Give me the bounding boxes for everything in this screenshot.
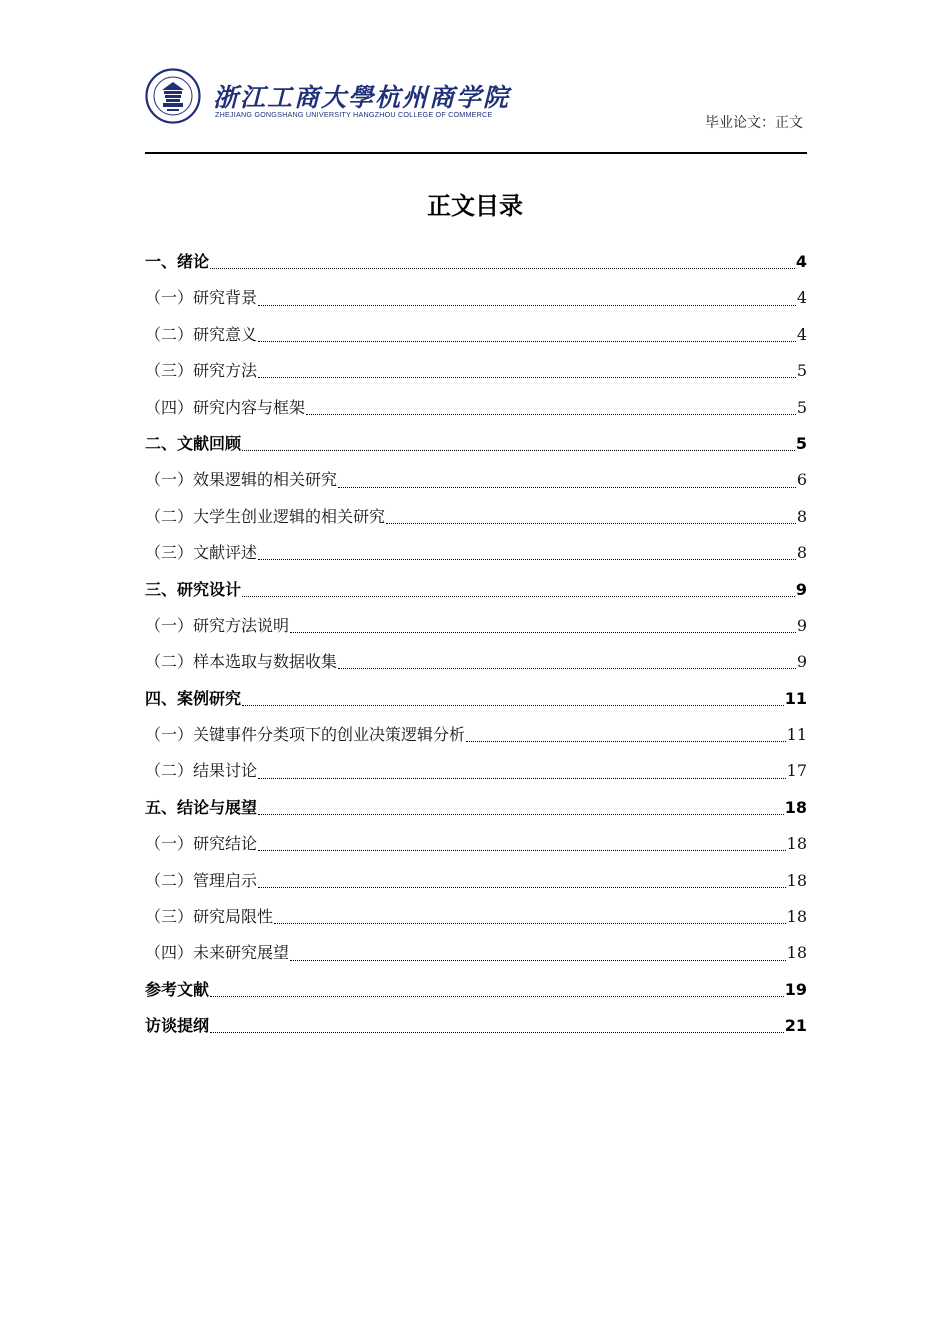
table-of-contents (145, 244, 807, 1045)
toc-leader-dots (274, 922, 786, 924)
university-logo-english: ZHEJIANG GONGSHANG UNIVERSITY HANGZHOU COLLEGE OF COMMERCE (215, 110, 493, 119)
toc-page-number: 18 (786, 834, 807, 854)
toc-leader-dots (242, 595, 795, 597)
toc-leader-dots (258, 376, 796, 378)
toc-leader-dots (242, 704, 784, 706)
toc-entry[interactable] (145, 899, 807, 935)
toc-leader-dots (386, 522, 796, 524)
toc-page-number: 9 (795, 579, 807, 599)
toc-page-number: 4 (796, 288, 807, 308)
toc-entry-title: （二）大学生创业逻辑的相关研究 (145, 506, 386, 526)
toc-leader-dots (258, 849, 786, 851)
toc-entry-title: （三）研究方法 (145, 361, 258, 381)
toc-page-number: 18 (784, 797, 807, 817)
toc-page-number: 4 (795, 252, 807, 271)
toc-leader-dots (258, 558, 796, 560)
toc-entry[interactable] (145, 681, 807, 717)
toc-leader-dots (258, 340, 796, 342)
toc-page-number: 4 (796, 324, 807, 344)
toc-entry-title: （一）关键事件分类项下的创业决策逻辑分析 (145, 725, 466, 745)
toc-entry-title: 参考文献 (145, 979, 210, 999)
toc-entry[interactable] (145, 280, 807, 316)
toc-entry[interactable] (145, 972, 807, 1008)
toc-entry[interactable] (145, 244, 807, 280)
toc-entry-title: （二）管理启示 (145, 870, 258, 890)
toc-page-number: 5 (796, 397, 807, 417)
toc-page-number: 18 (786, 907, 807, 927)
toc-entry[interactable] (145, 390, 807, 426)
toc-leader-dots (210, 995, 784, 997)
toc-entry[interactable] (145, 753, 807, 789)
toc-entry-title: 四、案例研究 (145, 688, 242, 708)
header-section-label: 毕业论文：正文 (705, 115, 803, 131)
toc-page-number: 6 (796, 470, 807, 490)
toc-entry-title: （一）研究方法说明 (145, 615, 290, 635)
toc-entry-title: （一）研究结论 (145, 834, 258, 854)
toc-entry-title: 三、研究设计 (145, 579, 242, 599)
toc-entry[interactable] (145, 935, 807, 971)
toc-entry-title: （三）研究局限性 (145, 907, 274, 927)
toc-page-number: 18 (786, 870, 807, 890)
toc-page-number: 19 (784, 979, 807, 999)
toc-entry[interactable] (145, 608, 807, 644)
university-seal-icon (145, 68, 201, 124)
toc-entry-title: （二）样本选取与数据收集 (145, 652, 338, 672)
toc-leader-dots (210, 1031, 784, 1033)
toc-entry-title: 五、结论与展望 (145, 797, 258, 817)
toc-entry[interactable] (145, 717, 807, 753)
toc-entry[interactable] (145, 572, 807, 608)
page-header (145, 62, 807, 154)
toc-entry-title: （三）文献评述 (145, 543, 258, 563)
toc-leader-dots (306, 413, 796, 415)
toc-page-number: 17 (786, 761, 807, 781)
toc-entry[interactable] (145, 644, 807, 680)
toc-leader-dots (258, 813, 784, 815)
toc-page-number: 11 (786, 725, 807, 745)
toc-entry-title: （一）效果逻辑的相关研究 (145, 470, 338, 490)
toc-entry[interactable] (145, 1008, 807, 1044)
toc-entry[interactable] (145, 462, 807, 498)
toc-entry[interactable] (145, 863, 807, 899)
toc-entry-title: 一、绪论 (145, 252, 210, 271)
toc-leader-dots (290, 631, 796, 633)
toc-page-number: 18 (786, 943, 807, 963)
toc-leader-dots (258, 304, 796, 306)
toc-leader-dots (338, 486, 796, 488)
toc-entry-title: （四）研究内容与框架 (145, 397, 306, 417)
toc-entry[interactable] (145, 499, 807, 535)
toc-entry-title: （四）未来研究展望 (145, 943, 290, 963)
toc-entry[interactable] (145, 353, 807, 389)
toc-entry[interactable] (145, 790, 807, 826)
toc-leader-dots (290, 959, 786, 961)
toc-leader-dots (210, 267, 795, 269)
toc-page-number: 8 (796, 506, 807, 526)
toc-page-number: 8 (796, 543, 807, 563)
toc-page-number: 5 (795, 433, 807, 453)
toc-entry[interactable] (145, 317, 807, 353)
toc-page-number: 9 (796, 652, 807, 672)
toc-entry-title: 二、文献回顾 (145, 433, 242, 453)
toc-page-number: 9 (796, 615, 807, 635)
toc-leader-dots (466, 740, 786, 742)
toc-leader-dots (242, 449, 795, 451)
toc-leader-dots (338, 667, 796, 669)
toc-page-number: 5 (796, 361, 807, 381)
toc-page-number: 11 (784, 688, 807, 708)
toc-entry-title: （二）研究意义 (145, 324, 258, 344)
toc-leader-dots (258, 886, 786, 888)
toc-entry-title: （二）结果讨论 (145, 761, 258, 781)
toc-entry[interactable] (145, 426, 807, 462)
toc-entry[interactable] (145, 535, 807, 571)
toc-page-number: 21 (784, 1016, 807, 1036)
toc-entry-title: 访谈提纲 (145, 1016, 210, 1036)
toc-leader-dots (258, 777, 786, 779)
university-logo-text: 浙江工商大學杭州商学院 (213, 83, 511, 112)
page-title: 正文目录 (427, 192, 523, 220)
toc-entry[interactable] (145, 826, 807, 862)
toc-entry-title: （一）研究背景 (145, 288, 258, 308)
